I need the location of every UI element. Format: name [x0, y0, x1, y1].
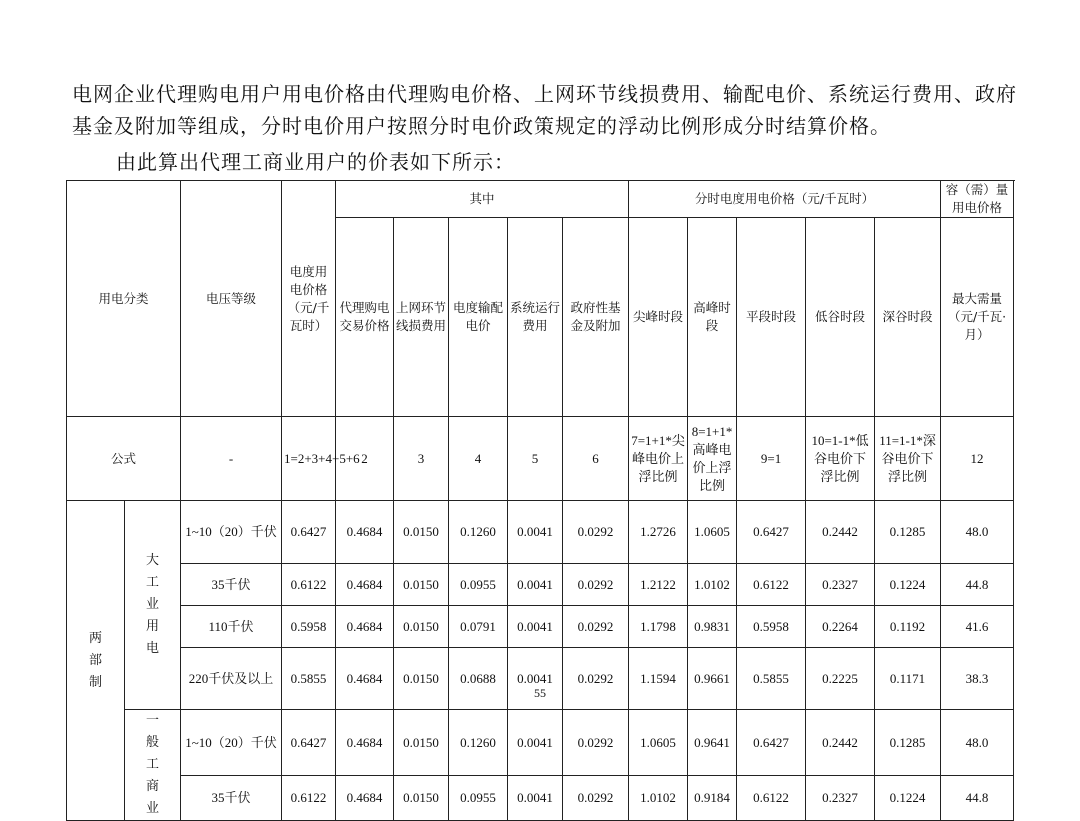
- value-cell: 0.4684: [336, 606, 394, 648]
- value-cell: 0.0955: [449, 776, 508, 821]
- value-cell: 0.6122: [282, 776, 336, 821]
- value-cell: 0.4684: [336, 710, 394, 776]
- header-line-loss: 上网环节线损费用: [394, 218, 449, 417]
- formula-cell: 5: [508, 417, 563, 501]
- value-cell: 0.0292: [563, 564, 629, 606]
- value-cell: 48.0: [941, 710, 1014, 776]
- table-row: [67, 606, 1014, 648]
- value-cell: 0.0041: [508, 648, 563, 710]
- value-cell: 0.0041: [508, 501, 563, 564]
- value-cell: 0.6427: [737, 710, 806, 776]
- value-cell: 0.0041: [508, 710, 563, 776]
- value-cell: 0.9184: [688, 776, 737, 821]
- page-number: 55: [534, 686, 546, 700]
- subgroup-general-commerce: 一般工商业: [125, 710, 181, 821]
- value-cell: 44.8: [941, 776, 1014, 821]
- value-cell: 0.2442: [806, 501, 875, 564]
- value-cell: 0.0041: [508, 606, 563, 648]
- voltage-cell: 220千伏及以上: [181, 648, 282, 710]
- intro-paragraph: 电网企业代理购电用户用电价格由代理购电价格、上网环节线损费用、输配电价、系统运行费用、政府基金及附加等组成，分时电价用户按照分时电价政策规定的浮动比例形成分时结算价格。: [72, 82, 1017, 138]
- value-cell: 0.1171: [875, 648, 941, 710]
- value-cell: 0.0041: [508, 776, 563, 821]
- value-cell: 0.0292: [563, 776, 629, 821]
- value-cell: 44.8: [941, 564, 1014, 606]
- value-cell: 48.0: [941, 501, 1014, 564]
- value-cell: 1.2122: [629, 564, 688, 606]
- value-cell: 0.4684: [336, 776, 394, 821]
- formula-cell: 11=1-1*深谷电价下浮比例: [875, 417, 941, 501]
- value-cell: 38.3: [941, 648, 1014, 710]
- value-cell: 0.1224: [875, 776, 941, 821]
- formula-cell: 7=1+1*尖峰电价上浮比例: [629, 417, 688, 501]
- value-cell: 0.1224: [875, 564, 941, 606]
- voltage-cell: 1~10（20）千伏: [181, 501, 282, 564]
- value-cell: 0.6427: [282, 501, 336, 564]
- value-cell: 1.0605: [629, 710, 688, 776]
- value-cell: 0.0292: [563, 606, 629, 648]
- value-cell: 0.0292: [563, 648, 629, 710]
- value-cell: 1.1798: [629, 606, 688, 648]
- value-cell: 0.0150: [394, 501, 449, 564]
- value-cell: 0.9641: [688, 710, 737, 776]
- value-cell: 0.5958: [282, 606, 336, 648]
- value-cell: 1.0102: [629, 776, 688, 821]
- value-cell: 0.5958: [737, 606, 806, 648]
- formula-label: 公式: [67, 417, 181, 501]
- header-deep-valley: 深谷时段: [875, 218, 941, 417]
- header-gov-fund: 政府性基金及附加: [563, 218, 629, 417]
- header-price: 电度用电价格（元/千瓦时）: [282, 181, 336, 417]
- value-cell: 0.1285: [875, 710, 941, 776]
- header-tou-group: 分时电度用电价格（元/千瓦时）: [629, 181, 941, 218]
- value-cell: 0.2264: [806, 606, 875, 648]
- table-row: [67, 564, 1014, 606]
- voltage-cell: 1~10（20）千伏: [181, 710, 282, 776]
- value-cell: 0.0955: [449, 564, 508, 606]
- value-cell: 0.6427: [737, 501, 806, 564]
- header-peak: 高峰时段: [688, 218, 737, 417]
- value-cell: 0.0150: [394, 710, 449, 776]
- value-cell: 0.0150: [394, 648, 449, 710]
- price-table: [66, 180, 1014, 821]
- value-cell: 0.0688: [449, 648, 508, 710]
- value-cell: 0.0791: [449, 606, 508, 648]
- header-category: 用电分类: [67, 181, 181, 417]
- voltage-cell: 110千伏: [181, 606, 282, 648]
- value-cell: 0.0292: [563, 501, 629, 564]
- formula-cell: 12: [941, 417, 1014, 501]
- formula-cell: 4: [449, 417, 508, 501]
- table-row: [67, 776, 1014, 821]
- value-cell: 1.2726: [629, 501, 688, 564]
- value-cell: 0.4684: [336, 501, 394, 564]
- value-cell: 1.0102: [688, 564, 737, 606]
- formula-cell: 1=2+3+4+5+6: [282, 417, 336, 501]
- formula-cell: 6: [563, 417, 629, 501]
- value-cell: 0.6122: [282, 564, 336, 606]
- header-capacity-group: 容（需）量用电价格: [941, 181, 1014, 218]
- header-flat: 平段时段: [737, 218, 806, 417]
- header-valley: 低谷时段: [806, 218, 875, 417]
- value-cell: 0.6122: [737, 776, 806, 821]
- formula-voltage: -: [181, 417, 282, 501]
- value-cell: 0.5855: [737, 648, 806, 710]
- header-system-cost: 系统运行费用: [508, 218, 563, 417]
- voltage-cell: 35千伏: [181, 776, 282, 821]
- table-intro-line: 由此算出代理工商业用户的价表如下所示：: [116, 150, 515, 174]
- group-label: 两部制: [67, 501, 125, 821]
- value-cell: 0.1260: [449, 501, 508, 564]
- value-cell: 0.5855: [282, 648, 336, 710]
- value-cell: 0.6122: [737, 564, 806, 606]
- value-cell: 0.2327: [806, 564, 875, 606]
- table-row: [67, 710, 1014, 776]
- value-cell: 0.2327: [806, 776, 875, 821]
- value-cell: 0.0041: [508, 564, 563, 606]
- value-cell: 0.0150: [394, 606, 449, 648]
- header-purchase-price: 代理购电交易价格: [336, 218, 394, 417]
- header-max-demand: 最大需量（元/千瓦·月）: [941, 218, 1014, 417]
- value-cell: 0.0150: [394, 564, 449, 606]
- value-cell: 0.0292: [563, 710, 629, 776]
- value-cell: 0.2442: [806, 710, 875, 776]
- formula-cell: 3: [394, 417, 449, 501]
- header-sharp-peak: 尖峰时段: [629, 218, 688, 417]
- formula-cell: 10=1-1*低谷电价下浮比例: [806, 417, 875, 501]
- value-cell: 0.1192: [875, 606, 941, 648]
- value-cell: 0.2225: [806, 648, 875, 710]
- value-cell: 0.6427: [282, 710, 336, 776]
- value-cell: 41.6: [941, 606, 1014, 648]
- header-voltage: 电压等级: [181, 181, 282, 417]
- value-cell: 0.9831: [688, 606, 737, 648]
- header-transmission: 电度输配电价: [449, 218, 508, 417]
- formula-cell: 8=1+1*高峰电价上浮比例: [688, 417, 737, 501]
- formula-row: [67, 417, 1014, 501]
- formula-cell: 2: [336, 417, 394, 501]
- value-cell: 0.4684: [336, 648, 394, 710]
- subgroup-large-industry: 大工业用电: [125, 501, 181, 710]
- formula-cell: 9=1: [737, 417, 806, 501]
- value-cell: 1.0605: [688, 501, 737, 564]
- voltage-cell: 35千伏: [181, 564, 282, 606]
- value-cell: 0.9661: [688, 648, 737, 710]
- value-cell: 0.0150: [394, 776, 449, 821]
- table-row: [67, 501, 1014, 564]
- value-cell: 1.1594: [629, 648, 688, 710]
- value-cell: 0.4684: [336, 564, 394, 606]
- header-components-group: 其中: [336, 181, 629, 218]
- value-cell: 0.1285: [875, 501, 941, 564]
- value-cell: 0.1260: [449, 710, 508, 776]
